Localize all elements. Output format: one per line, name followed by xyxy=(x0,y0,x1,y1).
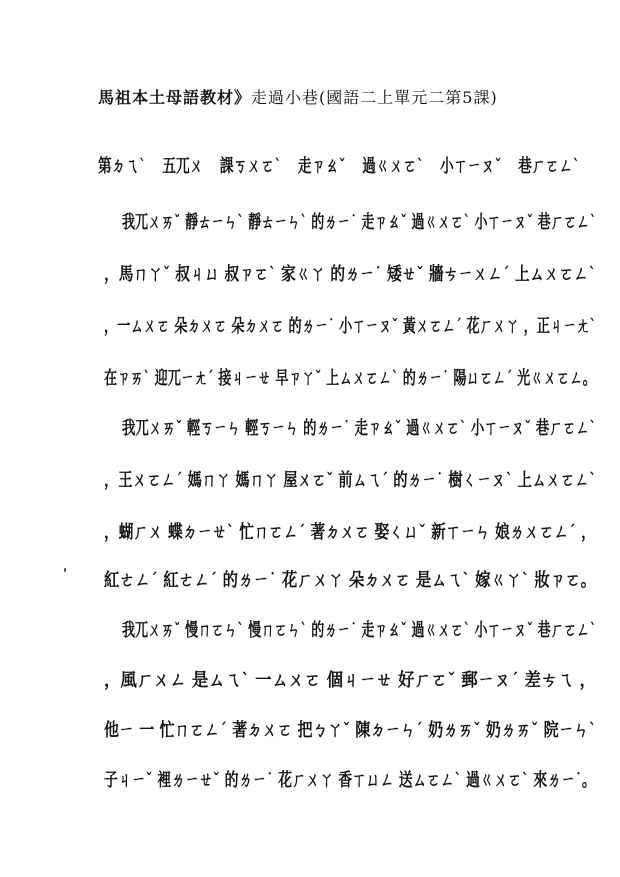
lesson-heading xyxy=(98,152,596,178)
title-subtitle: 走過小巷(國語二上單元二第5課) xyxy=(251,88,498,107)
page-title xyxy=(98,84,568,112)
verse-1-line-3: ，一ㄙㄨㄛ 朵ㄉㄨㄛ 朵ㄉㄨㄛ 的ㄌㄧ˙ 小ㄒㄧㄡˇ 黃ㄨㄛㄥˊ 花ㄏㄨㄚ ，正ㄐㄧㄤˋ xyxy=(104,316,596,337)
verse-2-line-4: 紅ㄜㄥˊ 紅ㄜㄥˊ 的ㄌㄧ˙ 花ㄏㄨㄚ 朵ㄉㄨㄛ 是ㄙㄟˋ 嫁ㄍㄚˋ 妝ㄗㄛ。 xyxy=(104,570,597,591)
lesson-word: 五ㄫㄨ xyxy=(162,156,204,177)
scan-speck xyxy=(64,568,66,572)
verse-3-line-1: 我ㄫㄨㄞˇ 慢ㄇㄛㄣˋ 慢ㄇㄛㄣˋ 的ㄌㄧ˙ 走ㄗㄠˇ 過ㄍㄨㄛˋ 小ㄒㄧㄡˇ 巷ㄏㄛㄥˋ xyxy=(122,620,597,641)
verse-1-line-2: ，馬ㄇㄚˇ 叔ㄐㄩ 叔ㄗㄛˋ 家ㄍㄚ 的ㄌㄧ˙ 矮ㄝˇ 牆ㄘㄧㄨㄥˊ 上ㄙㄨㄛㄥˋ xyxy=(104,264,596,285)
lesson-word: 巷ㄏㄛㄥˋ xyxy=(518,156,580,177)
lesson-word: 小ㄒㄧㄡˇ xyxy=(440,156,502,177)
lesson-word: 課ㄎㄨㄛˋ xyxy=(219,156,282,177)
title-bold: 馬祖本土母語教材》 xyxy=(98,88,252,107)
lesson-word: 第ㄉㄟˋ xyxy=(98,156,146,177)
verse-2-line-2: ，王ㄨㄛㄥˊ 媽ㄇㄚ 媽ㄇㄚ 屋ㄨㄛˇ 前ㄙㄟˊ 的ㄌㄧ˙ 樹ㄑㄧㄡˋ 上ㄙㄨㄛㄥˋ xyxy=(104,470,597,491)
verse-3-line-3: 他ㄧ 一 忙ㄇㄛㄥˊ 著ㄉㄨㄛ 把ㄅㄚˇ 陳ㄉㄧㄣˊ 奶ㄌㄞˇ 奶ㄌㄞˇ 院ㄧㄣˋ xyxy=(104,720,597,741)
verse-2-line-3: ，蝴ㄏㄨ 蝶ㄉㄧㄝˋ 忙ㄇㄛㄥˊ 著ㄉㄨㄛ 娶ㄑㄩˇ 新ㄒㄧㄣ 娘ㄌㄨㄛㄥˊ ， xyxy=(104,522,596,543)
verse-3-line-2: ，風ㄏㄨㄥ 是ㄙㄟˋ 一ㄙㄨㄛ 個ㄐㄧㄝ 好ㄏㄛˇ 郵ㄧㄡˊ 差ㄘㄟ ， xyxy=(104,670,596,691)
lesson-word: 過ㄍㄨㄛˋ xyxy=(362,156,424,177)
verse-1-line-4: 在ㄗㄞˋ 迎ㄫㄧㄤˊ 接ㄐㄧㄝ 早ㄗㄚˇ 上ㄙㄨㄛㄥˋ 的ㄌㄧ˙ 陽ㄩㄛㄥˊ 光ㄍㄨㄛㄥ。 xyxy=(104,368,596,389)
lesson-word: 走ㄗㄠˇ xyxy=(297,156,346,177)
verse-2-line-1: 我ㄫㄨㄞˇ 輕ㄎㄧㄣ 輕ㄎㄧㄣ 的ㄌㄧ˙ 走ㄗㄠˇ 過ㄍㄨㄛˋ 小ㄒㄧㄡˇ 巷ㄏㄛㄥˋ xyxy=(122,418,596,439)
verse-3-line-4: 子ㄐㄧˇ 裡ㄌㄧㄝˇ 的ㄌㄧ˙ 花ㄏㄨㄚ 香ㄒㄩㄥ 送ㄙㄛㄥˋ 過ㄍㄨㄛˋ 來ㄌㄧ˙。 xyxy=(104,770,596,791)
verse-1-line-1: 我ㄫㄨㄞˇ 靜ㄊㄧㄣˋ 靜ㄊㄧㄣˋ 的ㄌㄧ˙ 走ㄗㄠˇ 過ㄍㄨㄛˋ 小ㄒㄧㄡˇ 巷ㄏㄛㄥˋ xyxy=(122,212,597,233)
